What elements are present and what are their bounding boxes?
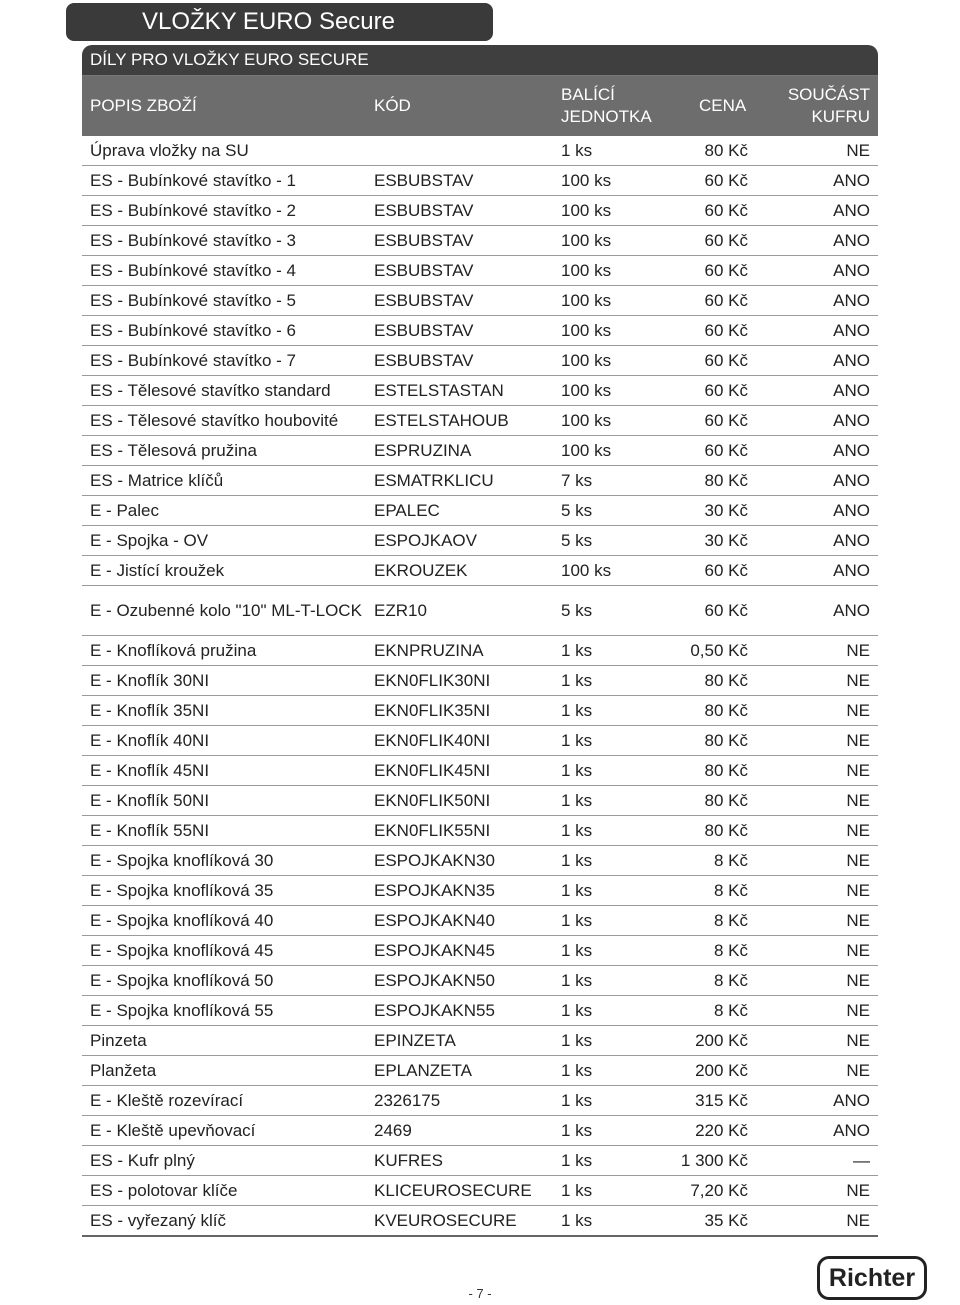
table-row [82, 466, 878, 496]
table-row [82, 786, 878, 816]
cell-balici: 1 ks [561, 1206, 668, 1237]
cell-balici: 100 ks [561, 226, 668, 256]
parts-table-container [82, 45, 878, 1237]
table-row [82, 1176, 878, 1206]
column-header-balici-line1: BALÍCÍ [561, 85, 615, 104]
cell-cena: 80 Kč [668, 726, 748, 756]
cell-soucast: NE [748, 636, 878, 666]
table-row [82, 376, 878, 406]
table-row [82, 696, 878, 726]
cell-cena: 60 Kč [668, 586, 748, 636]
column-header-soucast-line1: SOUČÁST [787, 85, 870, 104]
cell-balici: 100 ks [561, 556, 668, 586]
cell-popis: ES - Bubínkové stavítko - 2 [82, 196, 374, 226]
cell-cena: 7,20 Kč [668, 1176, 748, 1206]
cell-soucast: NE [748, 756, 878, 786]
cell-kod: EKN0FLIK30NI [374, 666, 561, 696]
cell-balici: 5 ks [561, 496, 668, 526]
cell-balici: 100 ks [561, 166, 668, 196]
cell-kod: ESBUBSTAV [374, 226, 561, 256]
cell-popis: E - Spojka knoflíková 35 [82, 876, 374, 906]
cell-soucast: ANO [748, 556, 878, 586]
column-header-soucast [788, 84, 870, 128]
cell-balici: 100 ks [561, 436, 668, 466]
cell-popis: E - Spojka knoflíková 45 [82, 936, 374, 966]
table-row [82, 636, 878, 666]
cell-kod: ESPOJKAKN45 [374, 936, 561, 966]
cell-kod: ESPOJKAOV [374, 526, 561, 556]
cell-soucast: ANO [748, 406, 878, 436]
cell-kod: ESPOJKAKN30 [374, 846, 561, 876]
cell-kod: ESBUBSTAV [374, 346, 561, 376]
cell-kod: EPINZETA [374, 1026, 561, 1056]
cell-popis: E - Knoflíková pružina [82, 636, 374, 666]
cell-balici: 1 ks [561, 666, 668, 696]
richter-logo [817, 1256, 927, 1300]
table-row [82, 816, 878, 846]
cell-cena: 60 Kč [668, 256, 748, 286]
cell-cena: 60 Kč [668, 406, 748, 436]
table-row [82, 876, 878, 906]
page-number: - 7 - [468, 1286, 492, 1301]
cell-soucast: NE [748, 906, 878, 936]
cell-balici: 5 ks [561, 586, 668, 636]
cell-soucast: ANO [748, 346, 878, 376]
cell-soucast: NE [748, 726, 878, 756]
table-row [82, 196, 878, 226]
cell-cena: 80 Kč [668, 466, 748, 496]
column-header-soucast-line2: KUFRU [811, 107, 870, 126]
cell-soucast: ANO [748, 196, 878, 226]
cell-kod: ESMATRKLICU [374, 466, 561, 496]
table-row [82, 226, 878, 256]
cell-kod: ESBUBSTAV [374, 286, 561, 316]
cell-balici: 1 ks [561, 136, 668, 166]
cell-popis: E - Knoflík 35NI [82, 696, 374, 726]
cell-kod: KLICEUROSECURE [374, 1176, 561, 1206]
column-header-row [82, 76, 878, 136]
cell-cena: 8 Kč [668, 876, 748, 906]
cell-kod: ESPOJKAKN40 [374, 906, 561, 936]
table-row [82, 726, 878, 756]
cell-soucast: ANO [748, 586, 878, 636]
cell-popis: E - Knoflík 45NI [82, 756, 374, 786]
cell-popis: ES - Bubínkové stavítko - 3 [82, 226, 374, 256]
table-row [82, 666, 878, 696]
cell-cena: 1 300 Kč [668, 1146, 748, 1176]
cell-popis: E - Knoflík 40NI [82, 726, 374, 756]
cell-cena: 200 Kč [668, 1026, 748, 1056]
cell-popis: ES - Tělesová pružina [82, 436, 374, 466]
cell-popis: Pinzeta [82, 1026, 374, 1056]
cell-kod: ESBUBSTAV [374, 196, 561, 226]
cell-kod: 2469 [374, 1116, 561, 1146]
cell-soucast: ANO [748, 496, 878, 526]
cell-balici: 100 ks [561, 286, 668, 316]
cell-kod: EKROUZEK [374, 556, 561, 586]
cell-balici: 1 ks [561, 1146, 668, 1176]
cell-cena: 8 Kč [668, 846, 748, 876]
table-row [82, 936, 878, 966]
cell-soucast: ANO [748, 286, 878, 316]
cell-soucast: ANO [748, 226, 878, 256]
table-row [82, 996, 878, 1026]
cell-kod: 2326175 [374, 1086, 561, 1116]
cell-soucast: NE [748, 1026, 878, 1056]
cell-cena: 80 Kč [668, 696, 748, 726]
cell-popis: Úprava vložky na SU [82, 136, 374, 166]
cell-kod: EKN0FLIK40NI [374, 726, 561, 756]
cell-balici: 7 ks [561, 466, 668, 496]
table-row [82, 756, 878, 786]
cell-cena: 60 Kč [668, 556, 748, 586]
cell-kod: ESBUBSTAV [374, 256, 561, 286]
cell-balici: 1 ks [561, 816, 668, 846]
cell-balici: 1 ks [561, 846, 668, 876]
cell-kod: EKN0FLIK45NI [374, 756, 561, 786]
cell-cena: 35 Kč [668, 1206, 748, 1237]
cell-balici: 1 ks [561, 996, 668, 1026]
cell-popis: E - Kleště rozevírací [82, 1086, 374, 1116]
table-row [82, 1116, 878, 1146]
cell-soucast: NE [748, 1206, 878, 1237]
cell-soucast: NE [748, 786, 878, 816]
cell-balici: 1 ks [561, 1176, 668, 1206]
cell-kod: ESPOJKAKN35 [374, 876, 561, 906]
cell-kod: EKN0FLIK50NI [374, 786, 561, 816]
column-header-balici [561, 84, 652, 128]
cell-popis: ES - vyřezaný klíč [82, 1206, 374, 1237]
table-row [82, 436, 878, 466]
cell-balici: 1 ks [561, 876, 668, 906]
table-row [82, 556, 878, 586]
cell-kod: EZR10 [374, 586, 561, 636]
cell-balici: 1 ks [561, 696, 668, 726]
cell-cena: 80 Kč [668, 666, 748, 696]
cell-popis: E - Knoflík 55NI [82, 816, 374, 846]
cell-balici: 1 ks [561, 1116, 668, 1146]
cell-kod: ESTELSTAHOUB [374, 406, 561, 436]
cell-kod: EKN0FLIK55NI [374, 816, 561, 846]
cell-cena: 60 Kč [668, 346, 748, 376]
cell-soucast: NE [748, 666, 878, 696]
cell-kod: ESPRUZINA [374, 436, 561, 466]
cell-popis: E - Spojka knoflíková 30 [82, 846, 374, 876]
cell-kod: KVEUROSECURE [374, 1206, 561, 1237]
cell-kod: ESBUBSTAV [374, 166, 561, 196]
table-row [82, 406, 878, 436]
cell-balici: 1 ks [561, 726, 668, 756]
column-header-popis: POPIS ZBOŽÍ [90, 96, 197, 115]
cell-soucast: NE [748, 876, 878, 906]
table-row [82, 526, 878, 556]
cell-balici: 1 ks [561, 756, 668, 786]
title-tab [66, 3, 493, 41]
table-row [82, 346, 878, 376]
table-row [82, 286, 878, 316]
cell-cena: 8 Kč [668, 906, 748, 936]
cell-soucast: NE [748, 1176, 878, 1206]
cell-soucast: ANO [748, 1116, 878, 1146]
cell-kod: ESPOJKAKN50 [374, 966, 561, 996]
table-row [82, 1086, 878, 1116]
cell-soucast: NE [748, 1056, 878, 1086]
cell-cena: 315 Kč [668, 1086, 748, 1116]
cell-kod: ESTELSTASTAN [374, 376, 561, 406]
cell-kod: EKNPRUZINA [374, 636, 561, 666]
cell-balici: 100 ks [561, 346, 668, 376]
cell-popis: ES - Bubínkové stavítko - 7 [82, 346, 374, 376]
cell-soucast: ANO [748, 1086, 878, 1116]
cell-popis: Planžeta [82, 1056, 374, 1086]
cell-cena: 30 Kč [668, 496, 748, 526]
cell-kod: KUFRES [374, 1146, 561, 1176]
cell-balici: 1 ks [561, 936, 668, 966]
cell-balici: 100 ks [561, 406, 668, 436]
cell-soucast: NE [748, 966, 878, 996]
cell-balici: 1 ks [561, 966, 668, 996]
cell-popis: E - Jistící kroužek [82, 556, 374, 586]
cell-cena: 30 Kč [668, 526, 748, 556]
table-row [82, 256, 878, 286]
cell-cena: 80 Kč [668, 816, 748, 846]
cell-balici: 100 ks [561, 196, 668, 226]
table-row [82, 316, 878, 346]
cell-soucast: — [748, 1146, 878, 1176]
cell-cena: 60 Kč [668, 166, 748, 196]
table-row [82, 966, 878, 996]
cell-popis: E - Spojka knoflíková 50 [82, 966, 374, 996]
section-title: DÍLY PRO VLOŽKY EURO SECURE [82, 45, 878, 76]
parts-table [82, 136, 878, 1237]
cell-cena: 60 Kč [668, 196, 748, 226]
cell-soucast: ANO [748, 376, 878, 406]
cell-kod: EPALEC [374, 496, 561, 526]
table-row [82, 1206, 878, 1237]
cell-cena: 220 Kč [668, 1116, 748, 1146]
cell-soucast: NE [748, 816, 878, 846]
cell-popis: E - Kleště upevňovací [82, 1116, 374, 1146]
cell-popis: E - Ozubenné kolo "10" ML-T-LOCK [82, 586, 374, 636]
cell-kod: EKN0FLIK35NI [374, 696, 561, 726]
cell-cena: 200 Kč [668, 1056, 748, 1086]
cell-popis: E - Spojka knoflíková 55 [82, 996, 374, 1026]
cell-soucast: NE [748, 996, 878, 1026]
cell-cena: 60 Kč [668, 316, 748, 346]
cell-cena: 8 Kč [668, 996, 748, 1026]
cell-cena: 8 Kč [668, 966, 748, 996]
cell-kod: ESPOJKAKN55 [374, 996, 561, 1026]
table-row [82, 846, 878, 876]
table-row [82, 136, 878, 166]
cell-soucast: ANO [748, 166, 878, 196]
cell-cena: 60 Kč [668, 286, 748, 316]
cell-soucast: NE [748, 696, 878, 726]
cell-balici: 1 ks [561, 1086, 668, 1116]
logo-text: Richter [828, 1263, 916, 1292]
table-row [82, 1146, 878, 1176]
cell-popis: ES - Tělesové stavítko standard [82, 376, 374, 406]
cell-soucast: NE [748, 136, 878, 166]
cell-popis: ES - Bubínkové stavítko - 5 [82, 286, 374, 316]
cell-cena: 0,50 Kč [668, 636, 748, 666]
cell-kod: ESBUBSTAV [374, 316, 561, 346]
cell-soucast: ANO [748, 316, 878, 346]
cell-kod [374, 136, 561, 166]
cell-popis: E - Spojka - OV [82, 526, 374, 556]
table-row [82, 496, 878, 526]
cell-soucast: ANO [748, 436, 878, 466]
page-title: VLOŽKY EURO Secure [142, 8, 395, 35]
cell-cena: 80 Kč [668, 756, 748, 786]
cell-popis: ES - Tělesové stavítko houbovité [82, 406, 374, 436]
cell-balici: 1 ks [561, 1056, 668, 1086]
column-header-kod: KÓD [374, 96, 411, 115]
cell-balici: 100 ks [561, 316, 668, 346]
cell-cena: 60 Kč [668, 226, 748, 256]
cell-popis: E - Knoflík 50NI [82, 786, 374, 816]
cell-cena: 80 Kč [668, 136, 748, 166]
cell-balici: 1 ks [561, 906, 668, 936]
table-row [82, 1056, 878, 1086]
table-row [82, 906, 878, 936]
cell-popis: E - Spojka knoflíková 40 [82, 906, 374, 936]
cell-soucast: NE [748, 846, 878, 876]
cell-popis: ES - polotovar klíče [82, 1176, 374, 1206]
table-row [82, 586, 878, 636]
cell-balici: 5 ks [561, 526, 668, 556]
cell-soucast: ANO [748, 466, 878, 496]
parts-table-body [82, 136, 878, 1236]
table-row [82, 166, 878, 196]
cell-balici: 1 ks [561, 1026, 668, 1056]
cell-soucast: ANO [748, 526, 878, 556]
cell-popis: ES - Bubínkové stavítko - 1 [82, 166, 374, 196]
cell-soucast: ANO [748, 256, 878, 286]
cell-popis: ES - Matrice klíčů [82, 466, 374, 496]
cell-kod: EPLANZETA [374, 1056, 561, 1086]
cell-balici: 100 ks [561, 376, 668, 406]
column-header-cena: CENA [699, 96, 747, 115]
cell-popis: E - Knoflík 30NI [82, 666, 374, 696]
cell-cena: 8 Kč [668, 936, 748, 966]
table-row [82, 1026, 878, 1056]
cell-popis: ES - Bubínkové stavítko - 4 [82, 256, 374, 286]
cell-cena: 60 Kč [668, 376, 748, 406]
cell-balici: 100 ks [561, 256, 668, 286]
cell-popis: E - Palec [82, 496, 374, 526]
cell-popis: ES - Bubínkové stavítko - 6 [82, 316, 374, 346]
cell-popis: ES - Kufr plný [82, 1146, 374, 1176]
cell-soucast: NE [748, 936, 878, 966]
cell-balici: 1 ks [561, 786, 668, 816]
cell-balici: 1 ks [561, 636, 668, 666]
cell-cena: 80 Kč [668, 786, 748, 816]
column-header-balici-line2: JEDNOTKA [561, 107, 652, 126]
cell-cena: 60 Kč [668, 436, 748, 466]
